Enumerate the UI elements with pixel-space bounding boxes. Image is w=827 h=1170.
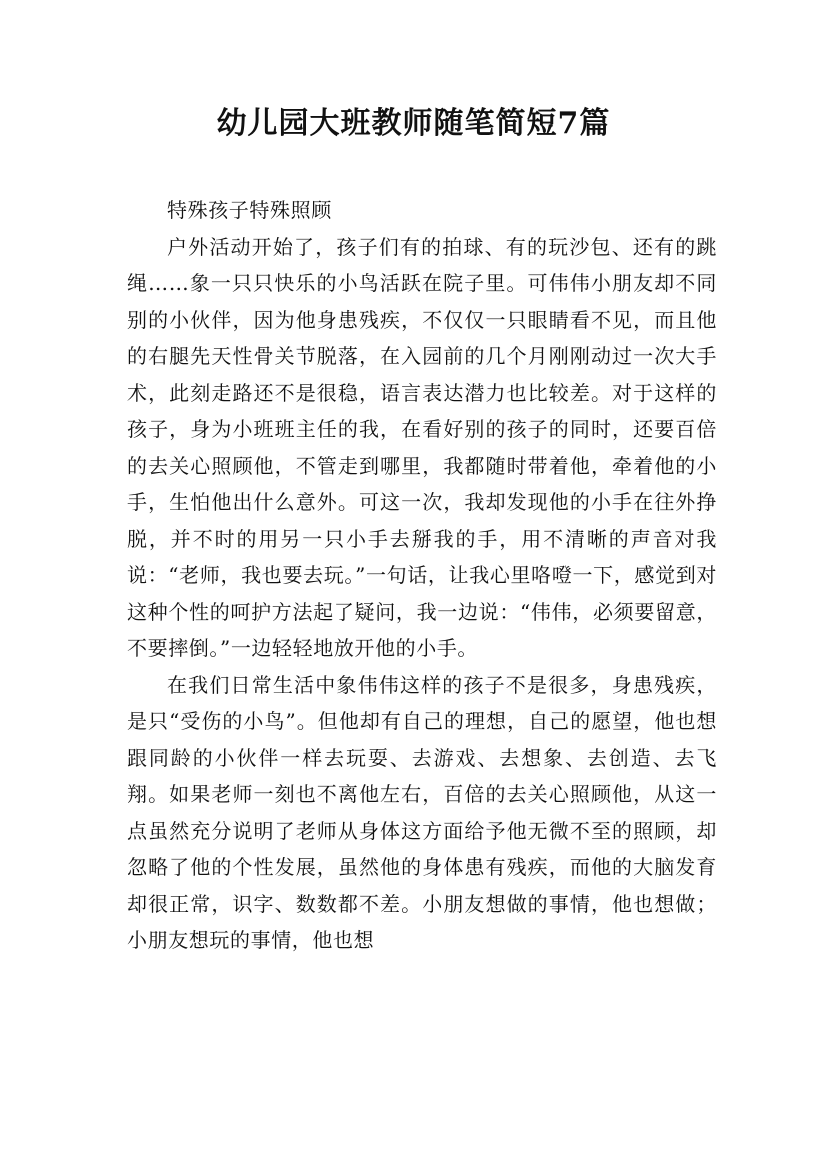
document-body (127, 192, 717, 959)
body-paragraph: 在我们日常生活中象伟伟这样的孩子不是很多，身患残疾，是只“受伤的小鸟”。但他却有自己的理想，自己的愿望，他也想跟同龄的小伙伴一样去玩耍、去游戏、去想象、去创造、去飞翔。如果老师一刻也不离他左右，百倍的去关心照顾他，从这一点虽然充分说明了老师从身体这方面给予他无微不至的照顾，却忽略了他的个性发展，虽然他的身体患有残疾，而他的大脑发育却很正常，识字、数数都不差。小朋友想做的事情，他也想做；小朋友想玩的事情，他也想 (127, 672, 717, 952)
document-title: 幼儿园大班教师随笔简短7篇 (216, 106, 611, 141)
section-heading: 特殊孩子特殊照顾 (167, 198, 332, 222)
body-paragraph: 户外活动开始了，孩子们有的拍球、有的玩沙包、还有的跳绳……象一只只快乐的小鸟活跃在院子里。可伟伟小朋友却不同别的小伙伴，因为他身患残疾，不仅仅一只眼睛看不见，而且他的右腿先天性骨关节脱落，在入园前的几个月刚刚动过一次大手术，此刻走路还不是很稳，语言表达潜力也比较差。对于这样的孩子，身为小班班主任的我，在看好别的孩子的同时，还要百倍的去关心照顾他，不管走到哪里，我都随时带着他，牵着他的小手，生怕他出什么意外。可这一次，我却发现他的小手在往外挣脱，并不时的用另一只小手去掰我的手，用不清晰的声音对我说：“老师，我也要去玩。”一句话，让我心里咯噔一下，感觉到对这种个性的呵护方法起了疑问，我一边说：“伟伟，必须要留意，不要摔倒。”一边轻轻地放开他的小手。 (127, 234, 717, 660)
